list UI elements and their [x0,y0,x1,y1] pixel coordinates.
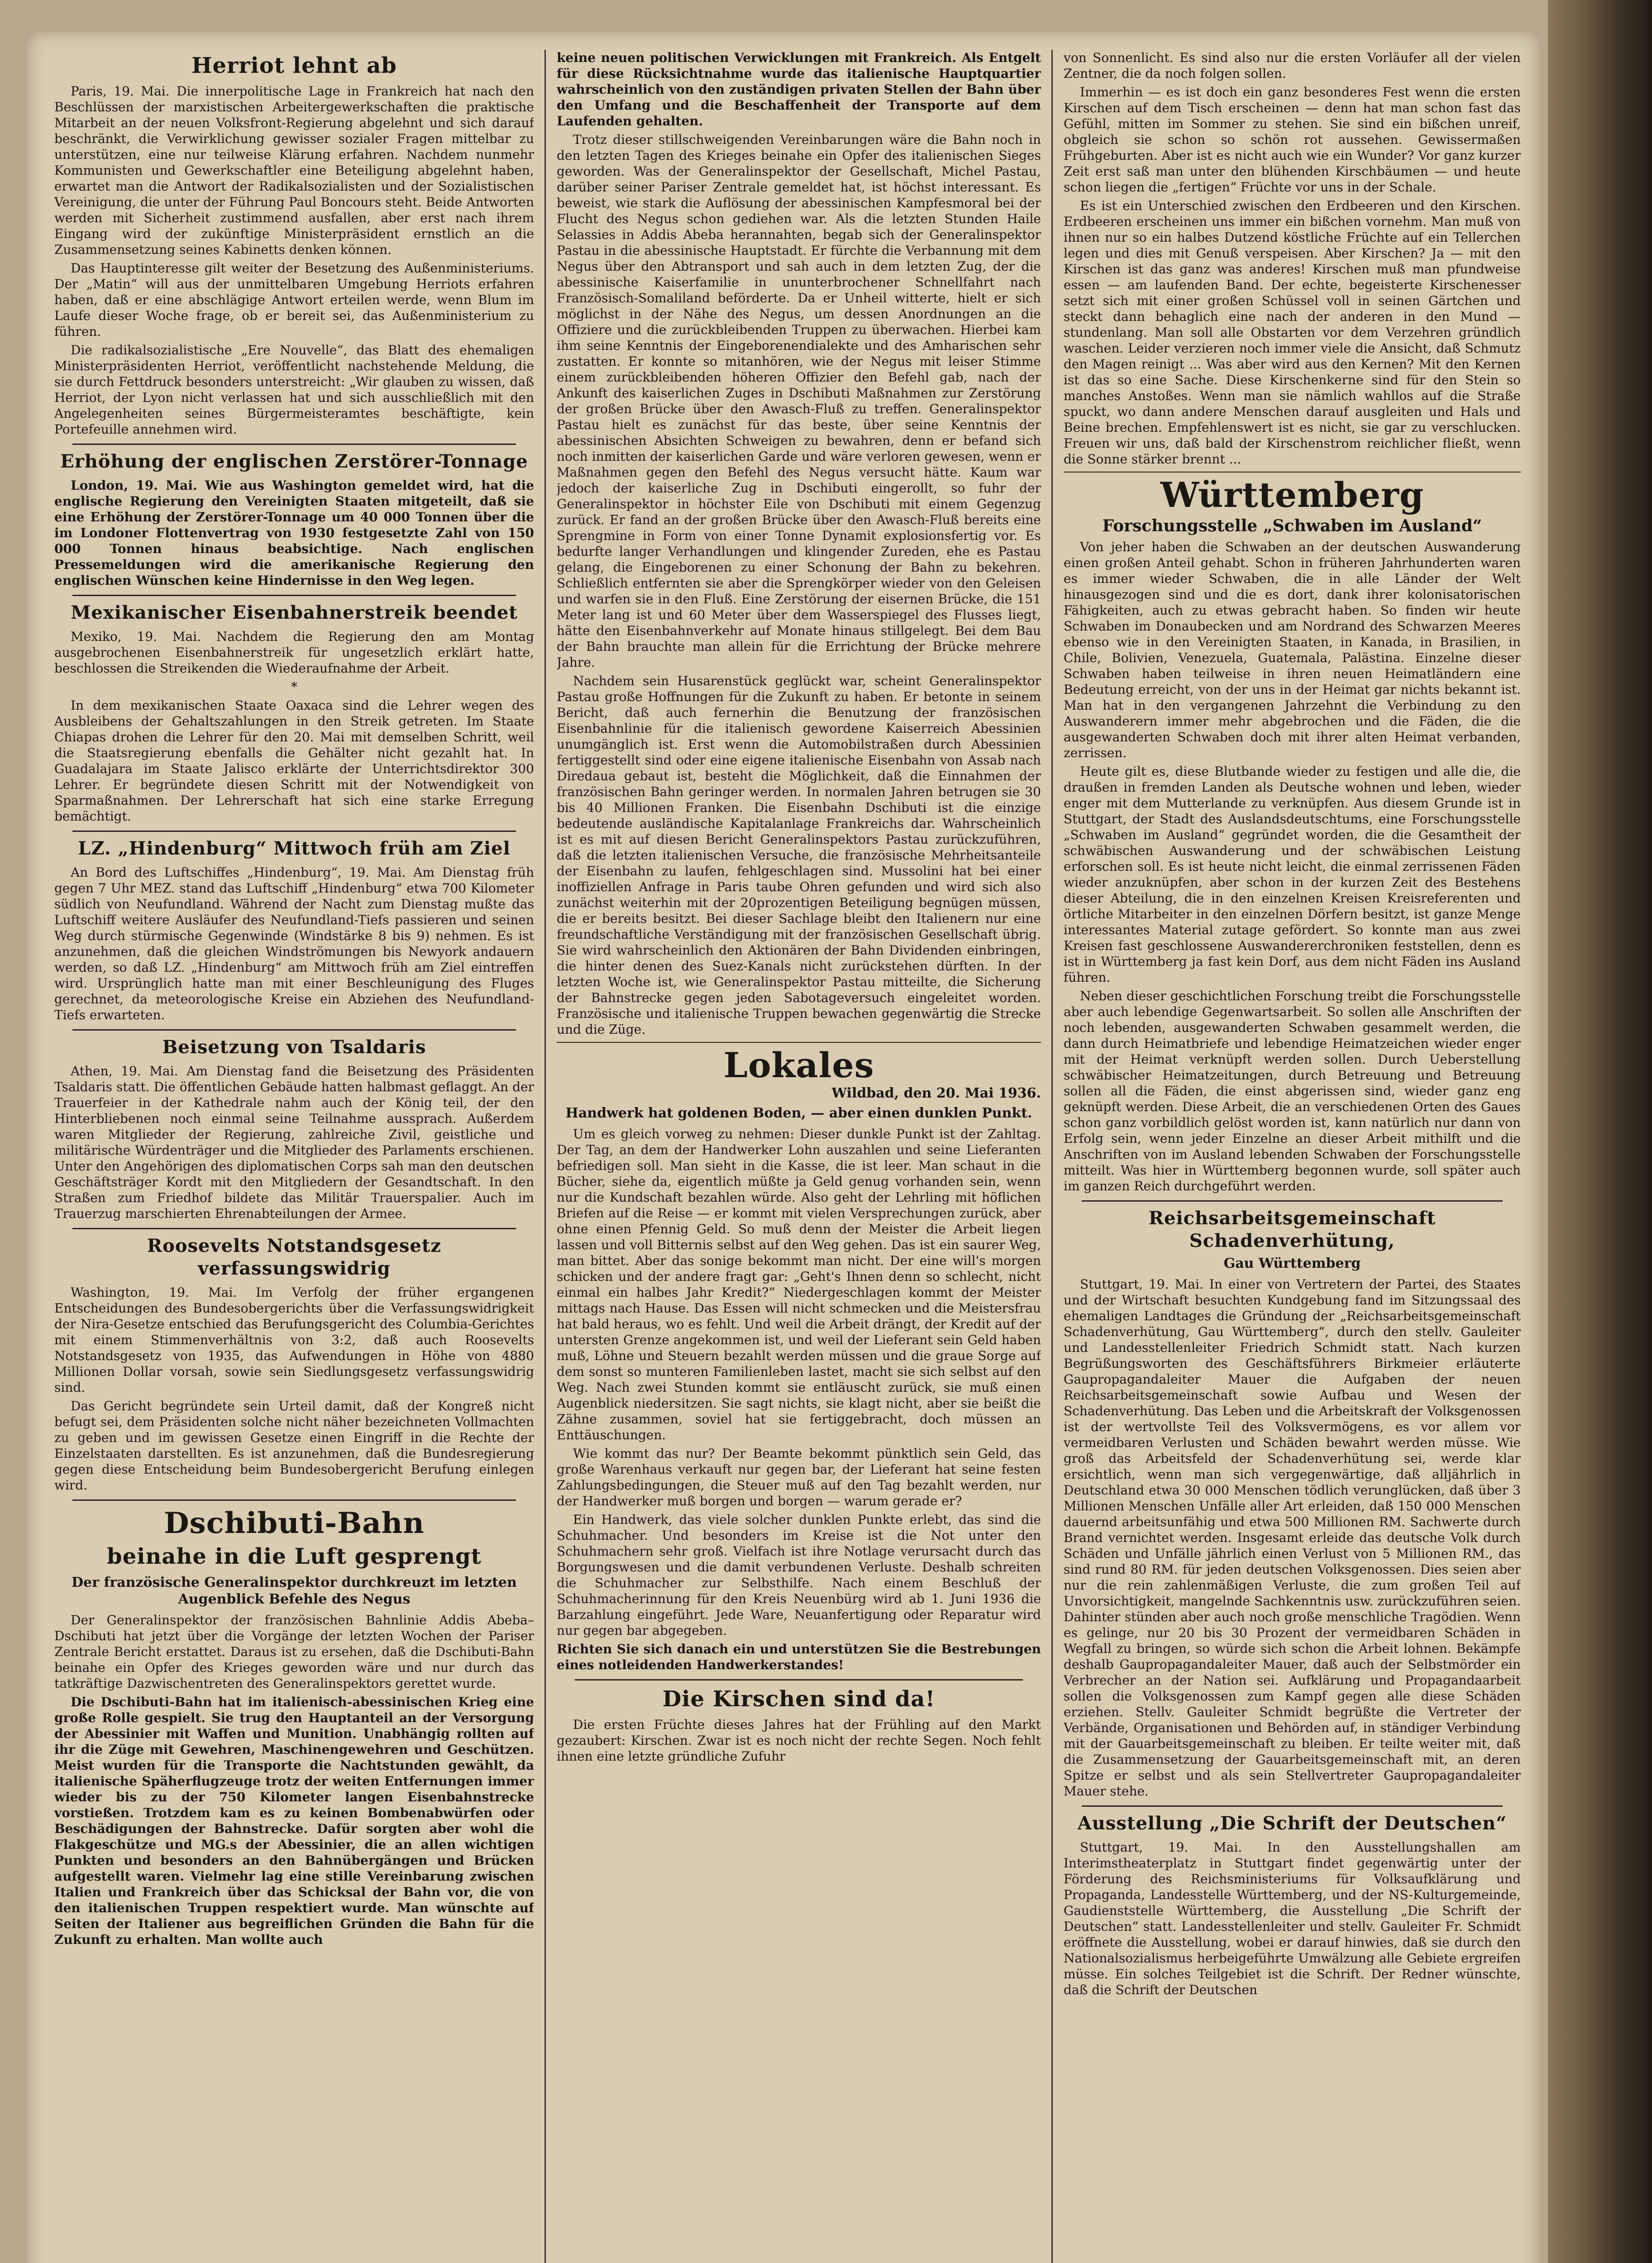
article-zerstoerer [54,450,534,588]
article-paragraph: Washington, 19. Mai. Im Verfolg der früher ergangenen Entscheidungen des Bundesobergerichts über die Verfassungswidrigkeit der Nira-Gesetze entschied das Berufungsgericht des Columbia-Gerichtes mit einem Stimmenverhältnis von 3:2, daß auch Roosevelts Notstandsgesetz von 1935, das Aufwendungen in Höhe von 4880 Millionen Dollar vorsah, sowie sein Siedlungsgesetz verfassungswidrig sind. [54,1285,534,1395]
article-paragraph: Trotz dieser stillschweigenden Vereinbarungen wäre die Bahn noch in den letzten Tagen des Krieges beinahe ein Opfer des italienischen Sieges geworden. Was der Generalinspektor der Gesellschaft, Michel Pastau, darüber seiner Pariser Zentrale gemeldet hat, ist höchst interessant. Es beweist, wie stark die Auflösung der abessinischen Kampfesmoral bei der Flucht des Negus schon gediehen war. Als die letzten Stunden Haile Selassies in Addis Abeba herannahten, begab sich der Generalinspektor Pastau in die abessinische Hauptstadt. Er fürchte die Verbannung mit dem Negus über den Abtransport und sah auch in dem letzten Zug, der die abessinische Kaiserfamilie in ununterbrochener Schnellfahrt nach Französisch-Somaliland beförderte. Da er Unheil witterte, hielt er sich möglichst in der Nähe des Negus, um dessen Anordnungen an die Offiziere und die zurückbleibenden Truppen zu überwachen. Hierbei kam ihm seine Kenntnis der Eingeborenendialekte und des Amharischen sehr zustatten. Er konnte so mitanhören, wie der Negus mit leiser Stimme einem zurückbleibenden höheren Offizier den Befehl gab, nach der Ankunft des kaiserlichen Zuges in Dschibuti Maßnahmen zur Zerstörung der großen Brücke über den Awasch-Fluß zu treffen. Generalinspektor Pastau hielt es zunächst für das beste, über seine Kenntnis der abessinischen Absichten Schweigen zu bewahren, denn er befand sich noch inmitten der kaiserlichen Garde und wäre verloren gewesen, wenn er Maßnahmen gegen den Befehl des Negus versucht hätte. Kaum war jedoch der kaiserliche Zug in Dschibuti eingerollt, so fuhr der Generalinspektor in höchster Eile von Dschibuti mit einem Gegenzug zurück. Er fand an der großen Brücke über den Awasch-Fluß bereits eine Sprengmine in Form von einer Tonne Dynamit explosionsfertig vor. Es bedurfte langer Verhandlungen und klingender Zureden, ehe es Pastau gelang, die Eingeborenen zu einer Schonung der Bahn zu bekehren. Schließlich entfernten sie aber die Sprengkörper wieder von den Geleisen und warfen sie in den Fluß. Eine Zerstörung der eisernen Brücke, die 151 Meter lang ist und 60 Meter über dem Wasserspiegel des Flusses liegt, hätte den Eisenbahnverkehr auf Monate hinaus stillgelegt. Bei dem Bau der Bahn brauchte man allein für die Errichtung der Brücke mehrere Jahre. [557,132,1041,670]
section-lokales [557,1046,1041,1673]
divider [557,1042,1041,1043]
article-paragraph: Richten Sie sich danach ein und unterstützen Sie die Bestrebungen eines notleidenden Handwerkerstandes! [557,1642,1041,1672]
article-tsaldaris [54,1036,534,1222]
article-paragraph: Die Dschibuti-Bahn hat im italienisch-abessinischen Krieg eine große Rolle gespielt. Sie trug den Hauptanteil an der Versorgung der Abessinier mit Waffen und Munition. Unabhängig rollten auf ihr die Züge mit Gewehren, Maschinengewehren und Geschützen. Meist wurden für die Transporte die Nachtstunden gewählt, da italienische Späherflugzeuge trotz der weiten Entfernungen immer wieder bis zu der 750 Kilometer langen Eisenbahnstrecke vorstießen. Trotzdem kam es zu keinen Bombenabwürfen oder Beschädigungen der Bahnstrecke. Dafür sorgten aber wohl die Flakgeschütze und MG.s der Abessinier, die an allen wichtigen Punkten und besonders an den Bahnübergängen und Brücken aufgestellt waren. Vielmehr lag eine stille Vereinbarung zwischen Italien und Frankreich über das Schicksal der Bahn vor, die von den italienischen Truppen respektiert wurde. Man wünschte auf Seiten der Italiener aus begreiflichen Gründen die Bahn für die Zukunft zu erhalten. Man wollte auch [54,1695,534,1947]
article-mexiko [54,602,534,824]
article-paragraph: Das Gericht begründete sein Urteil damit, daß der Kongreß nicht befugt sei, dem Präsidenten solche nicht näher bezeichneten Vollmachten zu geben und im gewissen Gesetze einen Eingriff in die Rechte der Einzelstaaten darstellten. Es ist anzunehmen, daß die Bundesregierung gegen diese Entscheidung beim Bundesobergericht Berufung einlegen wird. [54,1399,534,1493]
subheadline-handwerk: Handwerk hat goldenen Boden, — aber einen dunklen Punkt. [565,1105,1032,1121]
subheadline-forschungsstelle: Forschungsstelle „Schwaben im Ausland“ [1102,516,1482,535]
article-roosevelt [54,1235,534,1493]
divider [72,1499,516,1501]
article-dschibuti [54,1506,534,1948]
article-paragraph: In dem mexikanischen Staate Oaxaca sind die Lehrer wegen des Ausbleibens der Gehaltszahlungen in den Streik getreten. Im Staate Chiapas drohen die Lehrer für den 20. Mai mit demselben Schritt, weil die Staatsregierung ebenfalls die Gehälter nicht gezahlt hat. In Guadalajara im Staate Jalisco erklärte der Unterrichtsdirektor 300 Lehrer. Er begründete diesen Schritt mit der Notwendigkeit von Sparmaßnahmen. Der Lehrerschaft hat sich eine starke Erregung bemächtigt. [54,698,534,824]
section-wuerttemberg [1064,475,1521,1194]
divider [72,831,516,832]
article-paragraph: An Bord des Luftschiffes „Hindenburg“, 19. Mai. Am Dienstag früh gegen 7 Uhr MEZ. stand das Luftschiff „Hindenburg“ etwa 700 Kilometer südlich von Neufundland. Während der Nacht zum Dienstag mußte das Luftschiff weitere Ausläufer des Neufundland-Tiefs passieren und seinen Weg durch stürmische Gegenwinde (Windstärke 8 bis 9) nehmen. Es ist anzunehmen, daß die gleichen Windströmungen bis Newyork andauern werden, so daß LZ. „Hindenburg“ am Mittwoch früh am Ziel eintreffen wird. Ursprünglich hatte man mit einer Beschleunigung des Fluges gerechnet, da meteorologische Kreise ein Abziehen des Neufundland-Tiefs erwarteten. [54,865,534,1022]
divider [72,1029,516,1031]
book-binding [1548,0,1652,2263]
article-paragraph: London, 19. Mai. Wie aus Washington gemeldet wird, hat die englische Regierung den Vereinigten Staaten mitgeteilt, daß sie eine Erhöhung der Zerstörer-Tonnage um 40 000 Tonnen über die im Londoner Flottenvertrag von 1930 festgesetzte Zahl von 150 000 Tonnen hinaus beabsichtige. Nach englischen Pressemeldungen wird die amerikanische Regierung den englischen Wünschen keine Hindernisse in den Weg legen. [54,478,534,588]
headline-kirschen: Die Kirschen sind da! [662,1686,936,1712]
divider [1082,1805,1503,1807]
headline-dschibuti: Dschibuti-Bahn [164,1506,425,1540]
article-paragraph: Um es gleich vorweg zu nehmen: Dieser dunkle Punkt ist der Zahltag. Der Tag, an dem der Handwerker Lohn auszahlen und seine Lieferanten befriedigen soll. Man sieht in die Kasse, die ist leer. Man schaut in die Bücher, siehe da, eigentlich müßte ja Geld genug vorhanden sein, wenn nur die Kundschaft bezahlen würde. Also geht der Lehrling mit höflichen Briefen auf die Reise — er kommt mit vielen Versprechungen zurück, aber ohne einen Pfennig Geld. So muß denn der Meister die Arbeit liegen lassen und voll Bitternis selbst auf den Weg gehen. Das ist ein saurer Weg, man bittet. Aber das sonige bekommt man nicht. Der eine will's morgen schicken und der andere fragt gar: „Geht's Ihnen denn so schlecht, nicht einmal ein halbes Jahr Kredit?“ Niedergeschlagen kommt der Meister mittags nach Hause. Das Essen will nicht schmecken und die Meistersfrau hat bald heraus, wo es fehlt. Und weil die Arbeit drängt, der Kredit auf der untersten Grenze angekommen ist, und weil der Lieferant sein Geld haben muß, Löhne und Steuern bezahlt werden müssen und die graue Sorge auf dem sonst so munteren Familienleben lastet, macht sie sich selbst auf den Weg. Nach zwei Stunden kommt sie entläuscht zurück, sie muß einen Augenblick niedersitzen. Sie sagt nichts, sie klagt nicht, aber sie beißt die Zähne zusammen, soviel hat sie fertiggebracht, doch müssen an Enttäuschungen. [557,1127,1041,1442]
subheadline-dschibuti: Der französische Generalinspektor durchkreuzt im letzten Augenblick Befehle des Negus [72,1575,517,1607]
section-title-lokales: Lokales [723,1045,874,1085]
article-paragraph: Das Hauptinteresse gilt weiter der Besetzung des Außenministeriums. Der „Matin“ will aus der unmittelbaren Umgebung Herriots erfahren haben, daß er eine abschlägige Antwort erteilen werde, wenn Blum im Laufe dieser Woche frage, ob er bereit sei, das Außenministerium zu führen. [54,261,534,339]
article-paragraph: Der Generalinspektor der französischen Bahnlinie Addis Abeba–Dschibuti hat jetzt über die Vorgänge der letzten Wochen der Pariser Zentrale Bericht erstattet. Daraus ist zu ersehen, daß die Dschibuti-Bahn beinahe ein Opfer des Krieges geworden wäre und nur durch das tatkräftige Dazwischentreten des Generalinspektors gerettet wurde. [54,1613,534,1691]
article-paragraph: Paris, 19. Mai. Die innerpolitische Lage in Frankreich hat nach den Beschlüssen der marxistischen Arbeitergewerkschaften die praktische Mitarbeit an der neuen Volksfront-Regierung abgelehnt und sich darauf beschränkt, die Verwirklichung gewisser sozialer Fragen mittelbar zu unterstützen, eine nur teilweise Klärung erfahren. Nachdem nunmehr Kommunisten und Gewerkschaftler eine Beteiligung abgelehnt haben, erwartet man die Antwort der Radikalsozialisten und der Sozialistischen Vereinigung, die unter der Führung Paul Boncours steht. Beide Antworten werden mit Sicherheit zustimmend ausfallen, aber erst nach ihrem Eingang wird der zukünftige Ministerpräsident ernstlich an die Zusammensetzung seines Kabinetts denken können. [54,84,534,257]
article-paragraph: Die ersten Früchte dieses Jahres hat der Frühling auf den Markt gezaubert: Kirschen. Zwar ist es noch nicht der rechte Segen. Noch fehlt ihnen eine letzte gründliche Zufuhr [557,1717,1041,1764]
newspaper-page [27,32,1539,2263]
article-paragraph: von Sonnenlicht. Es sind also nur die ersten Vorläufer all der vielen Zentner, die da noch folgen sollen. [1064,50,1521,81]
article-paragraph: Mexiko, 19. Mai. Nachdem die Regierung den am Montag ausgebrochenen Eisenbahnerstreik für ungesetzlich erklärt hatte, beschlossen die Streikenden die Wiederaufnahme der Arbeit. [54,629,534,676]
article-paragraph: Es ist ein Unterschied zwischen den Erdbeeren und den Kirschen. Erdbeeren erscheinen uns immer ein bißchen vornehm. Man muß von ihnen nur so ein halbes Dutzend köstliche Früchte auf ein Tellerchen legen und dies mit Genuß verspeisen. Aber Kirschen? Ja — mit den Kirschen ist das ganz was anderes! Kirschen muß man pfundweise essen — am laufenden Band. Der echte, begeisterte Kirschenesser setzt sich mit einer großen Schüssel voll in seinen Gärtchen und steckt dann behaglich eine nach der anderen in den Mund — stundenlang. Man soll alle Obstarten vor dem Verzehren gründlich waschen. Leider verzieren noch immer viele die Ansicht, daß Schmutz den Magen reinigt ... Was aber wird aus den Kernen? Mit den Kernen ist das so eine Sache. Diese Kirschenkerne sind für den Stein so manches Anstoßes. Wenn man sie nämlich wahllos auf die Straße spuckt, wo dann andere Menschen darauf ausgleiten und Hals und Beine brechen. Empfehlenswert ist es nicht, sie gar zu verschlucken. Freuen wir uns, daß bald der Kirschenstrom reichlicher fließt, wenn die Sonne stärker brennt ... [1064,198,1521,467]
headline-herriot: Herriot lehnt ab [191,53,397,78]
headline-dschibuti-2: beinahe in die Luft gesprengt [107,1544,482,1569]
divider [72,444,516,445]
article-paragraph: Immerhin — es ist doch ein ganz besonderes Fest wenn die ersten Kirschen auf dem Tisch erscheinen — denn hat man schon fast das Gefühl, mitten im Sommer zu stehen. Sie sind ein bißchen unreif, obgleich sie schon so schön rot aussehen. Gewissermaßen Frühgeburten. Aber ist es nicht auch wie ein Wunder? Vor ganz kurzer Zeit erst saß man unter den blühenden Kirschbäumen — und heute schon liegen die „fertigen“ Früchte vor uns in der Schale. [1064,85,1521,195]
divider [1064,472,1521,473]
article-paragraph: keine neuen politischen Verwicklungen mit Frankreich. Als Entgelt für diese Rücksichtnahme wurde das italienische Hauptquartier wahrscheinlich von den zuständigen privaten Stellen der Bahn über den Umfang und die Beschaffenheit der Transporte auf dem Laufenden gehalten. [557,50,1041,129]
article-kirschen-continued [1064,50,1521,467]
article-paragraph: Heute gilt es, diese Blutbande wieder zu festigen und alle die, die draußen in fremden Landen als Deutsche wohnen und leben, wieder enger mit dem Mutterlande zu verknüpfen. Aus diesem Grunde ist in Stuttgart, der Stadt des Auslandsdeutschtums, eine Forschungsstelle „Schwaben im Ausland“ gegründet worden, die die Gesamtheit der schwäbischen Auswanderung und der schwäbischen Leistung erforschen soll. Es ist heute nicht leicht, die einmal zerrissenen Fäden wieder anzuknüpfen, aber schon in der kurzen Zeit des Bestehens dieser Abteilung, die in den einzelnen Kreisen Kreisreferenten und örtliche Mitarbeiter in den einzelnen Dörfern besitzt, ist ganze Menge interessantes Material zutage gefördert. So konnte man aus zwei Kreisen fast geschlossene Auswandererchroniken feststellen, denn es ist in Württemberg ja fast kein Dorf, aus dem nicht Fäden ins Ausland führen. [1064,764,1521,985]
column-left [54,50,534,2263]
article-schrift [1064,1812,1521,1998]
article-paragraph: Ein Handwerk, das viele solcher dunklen Punkte erlebt, das sind die Schuhmacher. Und besonders im Kreise ist die Not unter den Schuhmachern sehr groß. Vielfach ist ihre Notlage verursacht durch das Borgungswesen und die damit verbundenen Verluste. Deshalb schreiten die Schuhmacher zur Selbsthilfe. Nach einem Beschluß der Schuhmacherinnung für den Kreis Neuenbürg wird ab 1. Juni 1936 die Barzahlung eingeführt. Jede Ware, Neuanfertigung oder Reparatur wird nur gegen bar abgegeben. [557,1512,1041,1638]
headline-zerstoerer: Erhöhung der englischen Zerstörer-Tonnage [60,451,528,472]
divider [72,595,516,596]
article-paragraph: Von jeher haben die Schwaben an der deutschen Auswanderung einen großen Anteil gehabt. Schon in früheren Jahrhunderten waren es immer wieder Schwaben, die in alle Länder der Welt hinausgezogen sind und die es dort, dank ihrer kolonisatorischen Fähigkeiten, auch zu etwas gebracht haben. So finden wir heute Schwaben im Donaubecken und am Nordrand des Schwarzen Meeres ebenso wie in den Vereinigten Staaten, in Kanada, in Brasilien, in Chile, Bolivien, Venezuela, Guatemala, Palästina. Einzelne dieser Schwaben haben teilweise in ihren neuen Heimatländern eine Bedeutung erreicht, von der uns in der Heimat gar nichts bekannt ist. Man hat in den vergangenen Jahrzehnt die Verbindung zu den Auswanderern immer mehr abgebrochen und die Fäden, die die ausgewanderten Schwaben doch mit ihrer alten Heimat verbanden, zerrissen. [1064,539,1521,760]
divider [1082,1200,1503,1202]
article-paragraph: Die radikalsozialistische „Ere Nouvelle“, das Blatt des ehemaligen Ministerpräsidenten Herriot, veröffentlicht nachstehende Meldung, die sie durch Fettdruck besonders unterstreicht: „Wir glauben zu wissen, daß Herriot, der Lyon nicht verlassen hat und sich ausschließlich mit den Angelegenheiten seines Bürgermeisteramtes beschäftigte, kein Portefeuille annehmen wird. [54,343,534,437]
divider [575,1679,1023,1681]
article-paragraph: Neben dieser geschichtlichen Forschung treibt die Forschungsstelle aber auch lebendige Gegenwartsarbeit. So sollen alle Anschriften der noch lebenden, ausgewanderten Schwaben gesammelt werden, die dann durch Heimatbriefe und lebendige Heimatzeichen wieder enger mit der Heimat verknüpft werden sollen. Durch Ueberstellung schwäbischer Heimatzeitungen, durch Betreuung und Betreuung sollen all die Fäden, die einst abgerissen sind, wieder ganz eng geknüpft werden. Diese Arbeit, die an verschiedenen Orten des Gaues schon ganz vorbildlich gelöst worden ist, kann natürlich nur dann von Erfolg sein, wenn jeder Einzelne an dieser Arbeit mithilft und die Anschriften von im Ausland lebenden Schwaben der Forschungsstelle mitteilt. Was hier in Württemberg begonnen wurde, soll später auch im ganzen Reich durchgeführt werden. [1064,988,1521,1194]
article-paragraph: Stuttgart, 19. Mai. In einer von Vertretern der Partei, des Staates und der Wirtschaft besuchten Kundgebung fand im Sitzungssaal des ehemaligen Landtages die Gründung der „Reichsarbeitsgemeinschaft Schadenverhütung, Gau Württemberg“, durch den stellv. Gauleiter und Landesstellenleiter Friedrich Schmidt statt. Nach kurzen Begrüßungsworten des Geschäftsführers Birkmeier erläuterte Gaupropagandaleiter Mauer die Aufgaben der neuen Reichsarbeitsgemeinschaft sowie Aufbau und Wesen der Schadenverhütung. Das Leben und die Arbeitskraft der Volksgenossen ist der wertvollste Teil des Volksvermögens, es vor allem vor vermeidbaren Verlusten und Schäden bewahrt werden müsse. Wie groß das Arbeitsfeld der Schadenverhütung sei, werde klar ersichtlich, wenn man sich vergegenwärtige, daß alljährlich in Deutschland etwa 30 000 Menschen tödlich verunglücken, daß über 3 Millionen Menschen Unfälle aller Art erleiden, daß 150 000 Menschen dauernd arbeitsunfähig und etwa 500 Millionen RM. Sachwerte durch Brand vernichtet werden. Insgesamt erleide das deutsche Volk durch Schäden und Unfälle jährlich einen Verlust von 5 Millionen RM., das sind rund 80 RM. für jeden deutschen Volksgenossen. Dies seien aber nur die rein zahlenmäßigen Verluste, die zum großen Teil auf Unvorsichtigkeit, mangelnde Sachkenntnis usw. zurückzuführen seien. Dahinter stünden aber auch noch große menschliche Tragödien. Wenn es gelinge, nur 20 bis 30 Prozent der vermeidbaren Schäden in Wegfall zu bringen, so würde sich schon die Arbeit lohnen. Bekämpfe deshalb Gaupropagandaleiter Mauer, daß auch der Selbstmörder ein Verbrecher an der Nation sei. Aufklärung und Propagandaarbeit sollen die Volksgenossen zum Kampf gegen alle diese Schäden erziehen. Stellv. Gauleiter Schmidt begrüßte die Vertreter der Verbände, Organisationen und Behörden auf, in ständiger Verbindung mit der Gauarbeitsgemeinschaft zu bleiben. Er teilte weiter mit, daß die Zusammensetzung der Gauarbeitsgemeinschaft mit, an deren Spitze er selbst und als sein Stellvertreter Gaupropagandaleiter Mauer stehe. [1064,1277,1521,1799]
article-paragraph: Athen, 19. Mai. Am Dienstag fand die Beisetzung des Präsidenten Tsaldaris statt. Die öffentlichen Gebäude hatten halbmast geflaggt. An der Trauerfeier in der Kathedrale nahm auch der König teil, der den Hinterbliebenen noch einmal seine Teilnahme aussprach. Außerdem waren Mitglieder der Regierung, zahlreiche Zivil, geistliche und militärische Würdenträger und die Mitglieder des Parlaments erschienen. Unter den Angehörigen des diplomatischen Corps sah man den deutschen Geschäftsträger Kordt mit den Mitgliedern der Gesandtschaft. In den Straßen zum Friedhof bildete das Militär Trauerspalier. Auch im Trauerzug marschierten Ehrenabteilungen der Armee. [54,1064,534,1221]
headline-mexiko: Mexikanischer Eisenbahnerstreik beendet [71,602,518,623]
article-paragraph: Nachdem sein Husarenstück geglückt war, scheint Generalinspektor Pastau große Hoffnungen für die Zukunft zu haben. Er betonte in seinem Bericht, daß auch fernerhin die Benutzung der französischen Eisenbahnlinie für die italienisch gewordene Kaiserreich Abessinien unumgänglich ist. Erst wenn die Automobilstraßen durch Abessinien fertiggestellt sind oder eine eigene italienische Eisenbahn von Assab nach Diredaua gebaut ist, besteht die Möglichkeit, daß die Einnahmen der französischen Bahn geringer werden. In normalen Jahren betrugen sie 30 bis 40 Millionen Franken. Die Eisenbahn Dschibuti ist die einzige bedeutende ausländische Kapitalanlage Frankreichs dar. Wahrscheinlich ist es mit auf diesen Bericht Generalinspektors Pastau zurückzuführen, daß die letzten italienischen Versuche, die französische Mehrheitsanteile der Eisenbahn zu laufen, fehlgeschlagen sind. Mussolini hat bei einer inoffiziellen Anfrage in Paris taube Ohren gefunden und wird sich also zunächst weiterhin mit der 20prozentigen Beteiligung begnügen müssen, die er bereits besitzt. Bei dieser Sachlage bleibt den Italienern nur eine freundschaftliche Verständigung mit der französischen Gesellschaft übrig. Sie wird wahrscheinlich den Aktionären der Bahn Dividenden einbringen, die hinter denen des Suez-Kanals nicht zurückstehen dürften. In der letzten Woche ist, wie Generalinspektor Pastau mitteilte, die Sicherung der Bahnstrecke gegen jeden Sabotageversuch eingeleitet worden. Französische und italienische Truppen bewachen gegenwärtig die Strecke und die Züge. [557,673,1041,1037]
column-right [1064,50,1521,2263]
headline-schrift: Ausstellung „Die Schrift der Deutschen“ [1077,1813,1507,1834]
column-rule [1051,50,1053,2263]
article-hindenburg [54,837,534,1023]
headline-roosevelt: Roosevelts Notstandsgesetz verfassungswidrig [147,1235,442,1279]
article-kirschen [557,1686,1041,1764]
asterisk-separator: * [291,679,297,694]
headline-hindenburg: LZ. „Hindenburg“ Mittwoch früh am Ziel [78,838,511,859]
column-middle [557,50,1041,2263]
article-reichsarbeit [1064,1207,1521,1799]
subheadline-gau: Gau Württemberg [1223,1256,1361,1271]
divider [72,1228,516,1229]
article-paragraph: Stuttgart, 19. Mai. In den Ausstellungshallen am Interimstheaterplatz in Stuttgart findet gegenwärtig unter der Förderung des Reichsministeriums für Volksaufklärung und Propaganda, Landesstelle Württemberg, und der NS-Kulturgemeinde, Gaudienststelle Württemberg, die Ausstellung „Die Schrift der Deutschen“ statt. Landesstellenleiter und stellv. Gauleiter Fr. Schmidt eröffnete die Ausstellung, wobei er darauf hinwies, daß sie durch den Nationalsozialismus herbeigeführte Umwälzung alle Gebiete ergreifen müsse. Ein solches Teilgebiet ist die Schrift. Der Redner wünschte, daß die Schrift der Deutschen [1064,1840,1521,1997]
article-dschibuti-continued [557,50,1041,1037]
section-title-wuerttemberg: Württemberg [1160,475,1424,515]
article-herriot [54,53,534,437]
headline-reichsarbeit: Reichsarbeitsgemeinschaft Schadenverhütung, [1148,1208,1436,1251]
headline-tsaldaris: Beisetzung von Tsaldaris [162,1036,426,1058]
article-paragraph: Wie kommt das nur? Der Beamte bekommt pünktlich sein Geld, das große Warenhaus verkauft nur gegen bar, der Lieferant hat seine festen Zahlungsbedingungen, die Steuer muß auf den Tag bezahlt werden, nur der Handwerker muß borgen und borgen — warum gerade er? [557,1446,1041,1509]
dateline: Wildbad, den 20. Mai 1936. [831,1085,1041,1101]
column-rule [544,50,546,2263]
